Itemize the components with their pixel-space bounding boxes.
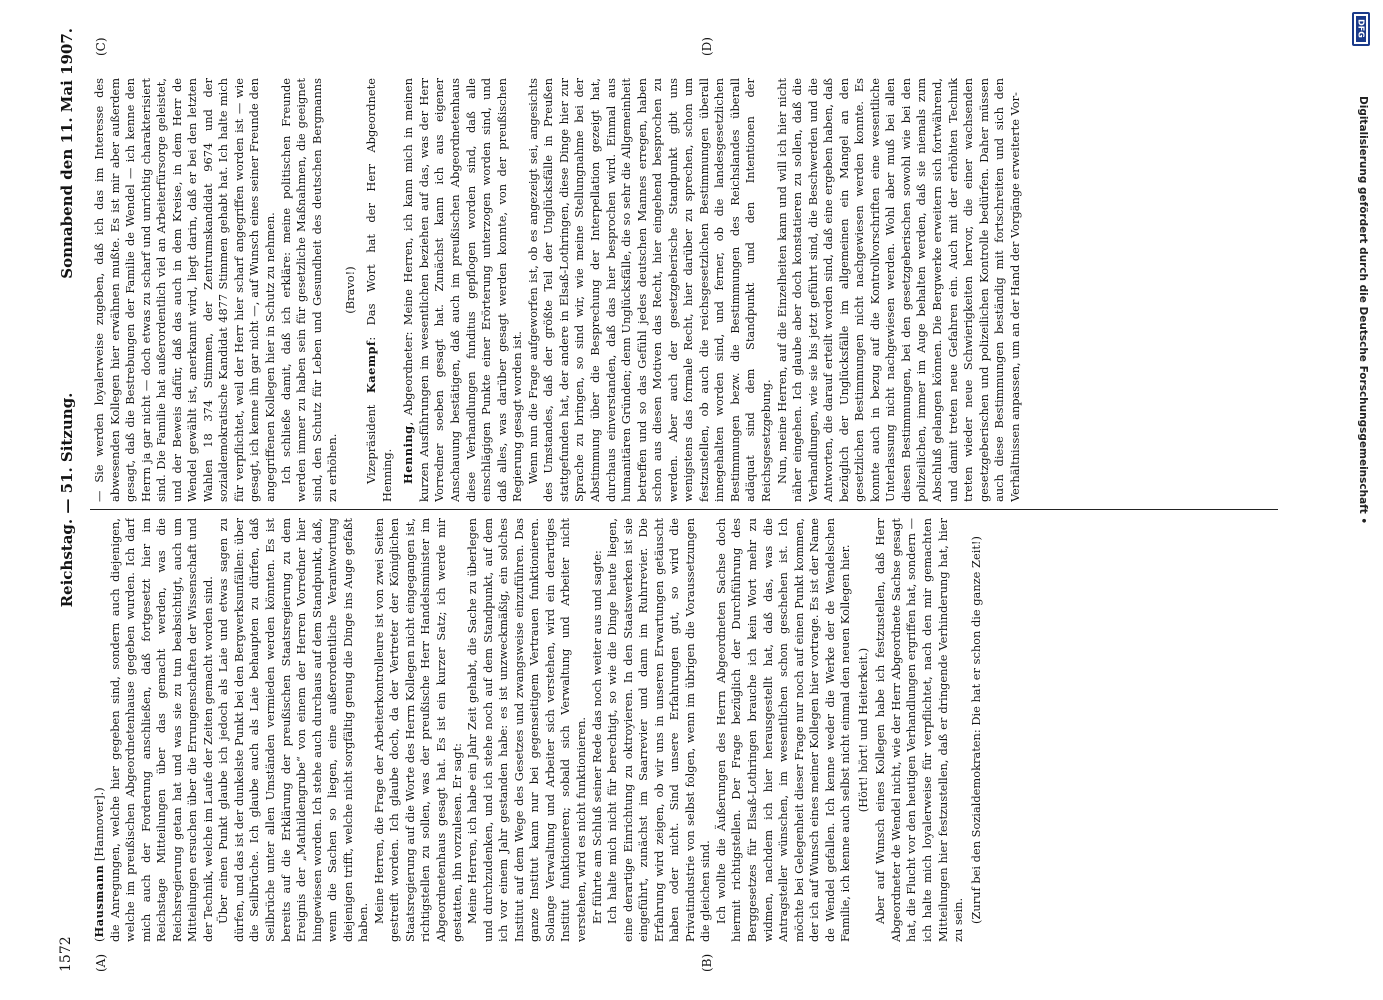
body-paragraph: die Anregungen, welche hier gegeben sind, sondern auch diejenigen, welche im preußischen Abgeordnetenhause gegeben wurden. Ich darf mich auch der Forderung anschließen, daß fortgesetzt hier im Reichstage Mitteilungen über das gemacht werden, was die Reichsregierung getan hat und was sie zu tun beabsichtigt, auch um Mitteilungen ersuchen über die Errungenschaften der Wissenschaft und der Technik, welche im Laufe der Zeiten gemacht worden sind. (107, 518, 215, 942)
credit-text: Digitalisierung gefördert durch die Deutsche Forschungsgemeinschaft • (1357, 96, 1369, 525)
speaker-name: Hausmann (92, 864, 106, 938)
body-paragraph: Ich wollte die Äußerungen des Herrn Abgeordneten Sachse doch hiermit richtigstellen. Der Frage bezüglich der Durchführung des Berggesetzes für Elsaß-Lothringen brauche ich kein Wort mehr zu widmen, nachdem ich hier herausgestellt hat, daß das, was die Antragsteller wünschen, im wesentlichen schon geschehen ist. Ich möchte bei Gelegenheit dieser Frage nur noch auf einen Punkt kommen, der ich auf Wunsch eines meiner Kollegen hier vortrage. Es ist der Name de Wendel gefallen. Ich kenne weder die Werke der de Wendelschen Familie, ich kenne auch selbst nicht einmal den neuen Kollegen hier. (713, 518, 853, 942)
interjection: (Hört! hört! und Heiterkeit.) (855, 647, 870, 813)
body-paragraph: — Sie werden loyalerweise zugeben, daß ich das im Interesse des abwesenden Kollegen hier erwähnen mußte. Es ist mir aber außerdem gesagt, daß die Bestrebungen der Familie de Wendel — ich kenne den Herrn ja gar nicht — doch etwas zu scharf und unrichtig charakterisiert sind. Die Familie hat außerordentlich viel an Arbeiterfürsorge geleistet, und der Beweis dafür, daß das auch in dem Kreise, in dem Herr de Wendel gewählt ist, anerkannt wird, liegt darin, daß er bei den letzten Wahlen 18 374 Stimmen, der Zentrumskandidat 9674 und der sozialdemokratische Kandidat 4877 Stimmen gehabt hat. Ich halte mich für verpflichtet, weil der Herr hier scharf angegriffen worden ist — wie gesagt, ich kenne ihn gar nicht —, auf Wunsch eines seiner Freunde den angegriffenen Kollegen hier in Schutz zu nehmen. (92, 78, 278, 502)
digitization-credit (1349, 6, 1375, 996)
body-paragraph: Über einen Punkt glaube ich jedoch als Laie und etwas sagen zu dürfen, und das ist der dunkelste Punkt bei den Bergwerksunfällen: über die Seilbrüche. Ich glaube auch als Laie behaupten zu dürfen, daß Seilbrüche unter allen Umständen vermieden werden könnten. Es ist bereits auf die Erklärung der preußischen Staatsregierung zu dem Ereignis der „Mathildengrube“ von einem der Herren Vorredner hier hingewiesen worden. Ich stehe auch durchaus auf dem Standpunkt, daß, wenn die Sachen so liegen, eine außerordentliche Verantwortung diejenigen trifft, welche nicht sorgfältig genug die Dinge ins Auge gefaßt haben. (216, 518, 371, 942)
speaker-title: Vizepräsident (364, 393, 379, 484)
left-column (92, 518, 1272, 942)
right-column (92, 78, 1272, 502)
column-divider (90, 509, 1278, 510)
speaker-name: Henning (401, 425, 416, 484)
speaker-suffix: [Hannover].) (92, 787, 106, 865)
session-date: Sonnabend den 11. Mai 1907. (58, 28, 76, 279)
margin-letter-a: (A) (94, 953, 108, 972)
interjection: (Zuruf bei den Sozialdemokraten: Die hat er schon die ganze Zeit!) (968, 536, 983, 924)
running-title: Reichstag. — 51. Sitzung. (58, 392, 76, 608)
body-paragraph: Wenn nun die Frage aufgeworfen ist, ob es angezeigt sei, angesichts des Umstandes, daß der größte Teil der Unglücksfälle in Preußen stattgefunden hat, der andere in Elsaß-Lothringen, diese Dinge hier zur Sprache zu bringen, so sind wir, wie meine Stellungnahme bei der Abstimmung über die Besprechung der Interpellation gezeigt hat, durchaus einverstanden, daß das hier besprochen wird. Einmal aus humanitären Gründen; denn Unglücksfälle, die so sehr die Allgemeinheit betreffen und so das Gefühl jedes deutschen Mannes erregen, haben schon aus diesen Motiven das Recht, hier eingehend besprochen zu werden. Aber auch der gesetzgeberische Standpunkt gibt uns wenigstens das formale Recht, hier darüber zu sprechen, schon um festzustellen, ob auch die reichsgesetzlichen Bestimmungen überall innegehalten worden sind, und ferner, ob die landesgesetzlichen Bestimmungen bezw. die Bestimmungen des Reichslandes überall adäquat sind dem Standpunkt und den Intentionen der Reichsgesetzgebung. (525, 78, 773, 502)
body-paragraph: Nun, meine Herren, auf die Einzelheiten kann und will ich hier nicht näher eingehen. Ich glaube aber doch konstatieren zu sollen, daß die Verhandlungen, wie sie bis jetzt geführt sind, die Beschwerden und die Antworten, die darauf erteilt worden sind, daß eine ergeben haben, daß bezüglich der Unglücksfälle im allgemeinen ein Mangel an den gesetzlichen Bestimmungen nicht nachgewiesen werden konnte. Es konnte auch in bezug auf die Kontrollvorschriften eine wesentliche Unterlassung nicht nachgewiesen werden. Wohl aber muß bei allen diesen Bestimmungen, bei den gesetzgeberischen sowohl wie bei den polizeilichen, immer im Auge behalten werden, daß sie niemals zum Abschluß gelangen können. Die Bergwerke erweitern sich fortwährend, und damit treten neue Gefahren ein. Auch mit der erhöhten Technik treten wieder neue Schwierigkeiten hervor, die einer wachsenden gesetzgeberischen und polizeilichen Kontrolle bedürfen. Daher müssen auch diese Bestimmungen beständig mit fortschreiten und sich den Verhältnissen anpassen, um an der Hand der Vorgänge erweiterte Vor- (774, 78, 1022, 502)
margin-letter-d: (D) (700, 37, 714, 56)
dfg-logo (1352, 12, 1370, 46)
margin-letter-c: (C) (94, 37, 108, 56)
speech-text: , Abgeordneter: Meine Herren, ich kann mich in meinen kurzen Ausführungen im wesentlichen beziehen auf das, was der Herr Vorredner soeben gesagt hat. Zunächst kann ich aus eigener Anschauung bestätigen, daß auch im preußischen Abgeordnetenhaus diese Verhandlungen funditus gepflogen worden sind, daß alle einschlägigen Punkte einer Erörterung unterzogen worden sind, und daß alles, was darüber gesagt werden konnte, von der preußischen Regierung gesagt worden ist. (401, 78, 525, 502)
speaker-paragraph (364, 78, 395, 502)
page-number: 1572 (58, 936, 74, 972)
margin-letter-b: (B) (700, 953, 714, 972)
speech-text: : Das Wort hat der Herr Abgeordnete Henning. (364, 78, 394, 502)
speaker-name: Kaempf (364, 340, 379, 394)
body-paragraph: Er führte am Schluß seiner Rede das noch weiter aus und sagte: (589, 550, 604, 924)
page-header (52, 28, 82, 972)
interjection: (Bravo!) (342, 266, 357, 314)
body-paragraph: Meine Herren, die Frage der Arbeiterkontrolleure ist von zwei Seiten gestreift worden. Ich glaube doch, da der Vertreter der Königlichen Staatsregierung auf die Worte des Herrn Kollegen nicht eingegangen ist, richtigstellen zu sollen, was der preußische Herr Handelsminister im Abgeordnetenhaus gesagt hat. Es ist ein kurzer Satz; ich werde mir gestatten, ihn vorzulesen. Er sagt: (371, 518, 464, 942)
speaker-paragraph (401, 78, 525, 502)
body-paragraph: Aber auf Wunsch eines Kollegen habe ich festzustellen, daß Herr Abgeordneter de Wendel nicht, wie der Herr Abgeordnete Sachse gesagt hat, die Flucht vor den heutigen Verhandlungen ergriffen hat, sondern — ich halte mich loyalerweise für verpflichtet, nach den mir gemachten Mitteilungen hier festzustellen, daß er dringende Verhinderung hat, hier zu sein. (873, 518, 966, 942)
dfg-logo-text: DFG (1356, 19, 1366, 38)
body-paragraph: Meine Herren, ich habe ein Jahr Zeit gehabt, die Sache zu überlegen und durchzudenken, und ich stehe noch auf dem Standpunkt, auf dem ich vor einem Jahr gestanden habe: es ist unzweckmäßig, ein solches Institut auf dem Wege des Gesetzes und zwangsweise einzuführen. Das ganze Institut kann nur bei gegenseitigem Vertrauen funktionieren. Solange Verwaltung und Arbeiter sich verstehen, wird ein derartiges Institut funktionieren; sobald sich Verwaltung und Arbeiter nicht verstehen, wird es nicht funktionieren. (465, 518, 588, 942)
body-paragraph: Ich halte mich nicht für berechtigt, so wie die Dinge heute liegen, eine derartige Einrichtung zu oktroyieren. In den Staatswerken ist sie eingeführt, zunächst im Saarrevier und dann im Ruhrrevier. Die Erfahrung wird zeigen, ob wir uns in unseren Erwartungen getäuscht haben oder nicht. Sind unsere Erfahrungen gut, so wird die Privatindustrie von selbst folgen, wenn im übrigen die Voraussetzungen die gleichen sind. (605, 518, 713, 942)
speaker-continuation: (Hausmann [Hannover].) (92, 787, 106, 942)
body-paragraph: Ich schließe damit, daß ich erkläre: meine politischen Freunde werden immer zu haben sein für gesetzliche Maßnahmen, die geeignet sind, den Schutz für Leben und Gesundheit des deutschen Bergmanns zu erhöhen. (278, 78, 340, 502)
